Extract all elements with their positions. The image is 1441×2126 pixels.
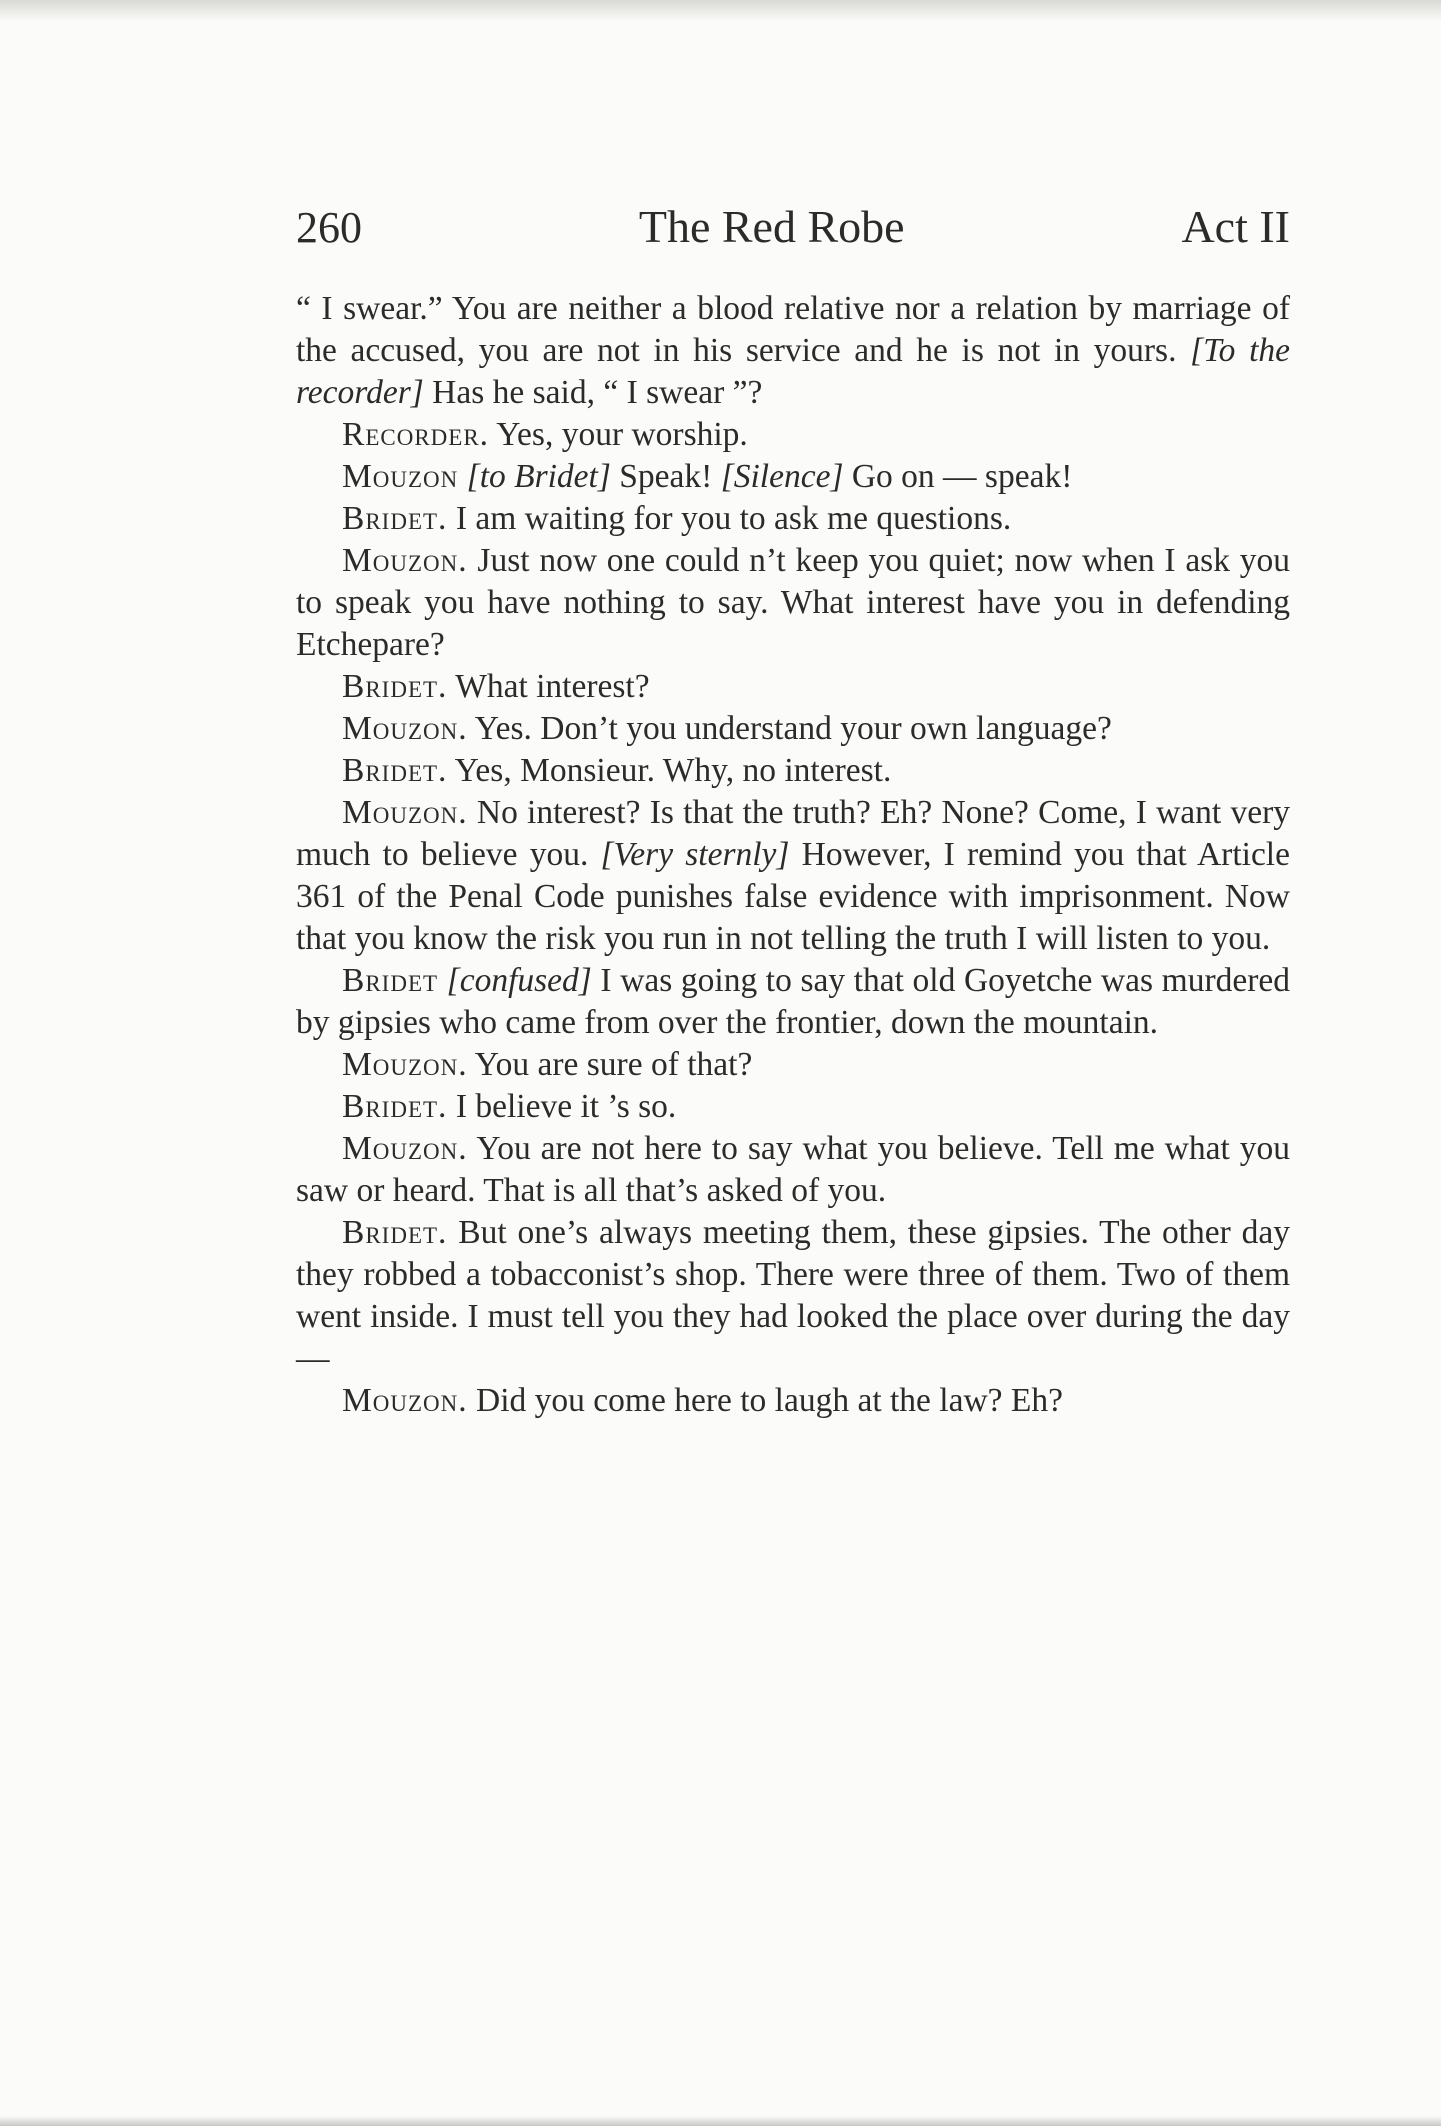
dialogue-text-run: Yes, your worship. [489, 416, 748, 453]
dialogue-paragraph [296, 1212, 1290, 1380]
dialogue-paragraph [296, 1380, 1290, 1422]
stage-direction: [confused] [446, 962, 592, 999]
speaker-name: Bridet. [342, 668, 448, 705]
speaker-name: Mouzon. [342, 1130, 468, 1167]
speaker-name: Bridet. [342, 752, 448, 789]
dialogue-text [296, 288, 1290, 1422]
dialogue-paragraph [296, 1044, 1290, 1086]
stage-direction: [Silence] [720, 458, 844, 495]
dialogue-paragraph [296, 750, 1290, 792]
speaker-name: Bridet. [342, 1088, 448, 1125]
page-top-edge [0, 0, 1441, 22]
speaker-name: Mouzon. [342, 794, 468, 831]
dialogue-paragraph [296, 792, 1290, 960]
speaker-name: Mouzon [342, 458, 459, 495]
running-title: The Red Robe [638, 201, 905, 252]
dialogue-text-run: I was going to say that old Goyetche was murdered by gipsies who came from over the frontier, down the mountain. [296, 962, 1290, 1041]
dialogue-text-run: Yes. Don’t you understand your own language? [467, 710, 1112, 747]
speaker-name: Mouzon. [342, 710, 468, 747]
dialogue-text-run: Just now one could n’t keep you quiet; now when I ask you to speak you have nothing to say. What interest have you in defending Etchepare? [296, 542, 1290, 663]
dialogue-paragraph [296, 1128, 1290, 1212]
stage-direction: [To the recorder] [296, 332, 1290, 411]
dialogue-paragraph [296, 1086, 1290, 1128]
running-header [296, 200, 1290, 260]
dialogue-text-run: I believe it ’s so. [447, 1088, 677, 1125]
dialogue-text-run: Go on — speak! [843, 458, 1073, 495]
act-label: Act II [1181, 201, 1290, 252]
stage-direction: [to Bridet] [466, 458, 611, 495]
dialogue-paragraph [296, 288, 1290, 414]
speaker-name: Bridet [342, 962, 439, 999]
speaker-name: Bridet. [342, 500, 448, 537]
dialogue-paragraph [296, 456, 1290, 498]
dialogue-text-run: You are sure of that? [467, 1046, 753, 1083]
speaker-name: Mouzon. [342, 542, 468, 579]
dialogue-text-run: I am waiting for you to ask me questions. [447, 500, 1012, 537]
dialogue-text-run: However, I remind you that Article 361 of the Penal Code punishes false evidence with imprisonment. Now that you know the risk you run in not telling the truth I will listen to you. [296, 836, 1290, 957]
page-bottom-edge [0, 2116, 1441, 2126]
dialogue-text-run: Yes, Monsieur. Why, no interest. [447, 752, 892, 789]
dialogue-text-run: No interest? Is that the truth? Eh? None? Come, I want very much to believe you. [296, 794, 1290, 873]
dialogue-text-run: Has he said, “ I swear ”? [423, 374, 763, 411]
dialogue-text-run: “ I swear.” You are neither a blood relative nor a relation by marriage of the accused, you are not in his service and he is not in yours. [296, 290, 1290, 369]
stage-direction: [Very sternly] [600, 836, 790, 873]
page-number: 260 [296, 203, 362, 252]
dialogue-paragraph [296, 540, 1290, 666]
dialogue-paragraph [296, 960, 1290, 1044]
dialogue-paragraph [296, 498, 1290, 540]
dialogue-text-run: You are not here to say what you believe. Tell me what you saw or heard. That is all that’s asked of you. [296, 1130, 1290, 1209]
dialogue-paragraph [296, 414, 1290, 456]
dialogue-text-run [458, 458, 466, 495]
dialogue-paragraph [296, 666, 1290, 708]
dialogue-text-run: Speak! [610, 458, 721, 495]
dialogue-text-run [438, 962, 447, 999]
dialogue-paragraph [296, 708, 1290, 750]
speaker-name: Mouzon. [342, 1382, 468, 1419]
dialogue-text-run: What interest? [447, 668, 650, 705]
speaker-name: Recorder. [342, 416, 490, 453]
dialogue-text-run: But one’s always meeting them, these gipsies. The other day they robbed a tobacconist’s shop. There were three of them. Two of them went inside. I must tell you they had looked the place over during the day — [296, 1214, 1290, 1377]
speaker-name: Mouzon. [342, 1046, 468, 1083]
speaker-name: Bridet. [342, 1214, 448, 1251]
dialogue-text-run: Did you come here to laugh at the law? Eh? [467, 1382, 1064, 1419]
